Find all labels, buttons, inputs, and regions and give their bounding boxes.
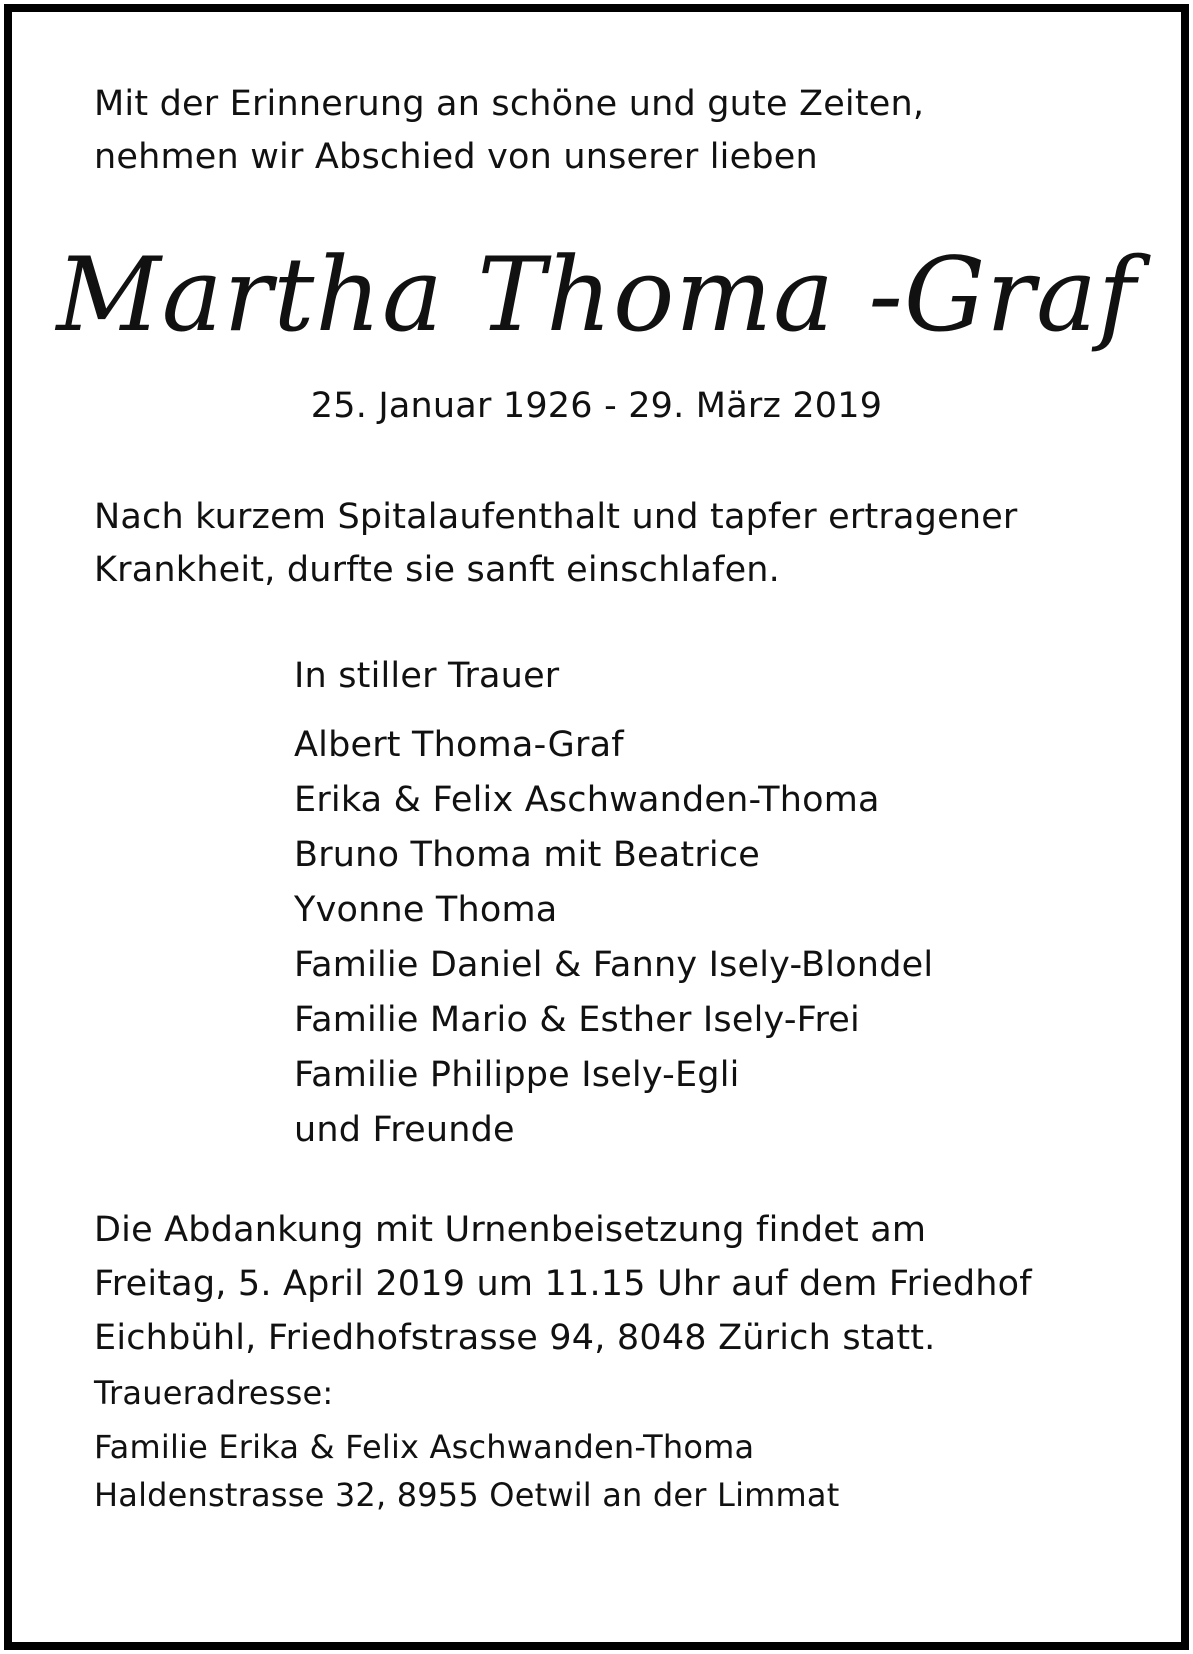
passing-line: Krankheit, durfte sie sanft einschlafen. [94,550,781,590]
intro-line: nehmen wir Abschied von unserer lieben [94,137,818,177]
service-line: Freitag, 5. April 2019 um 11.15 Uhr auf dem Friedhof [94,1264,1032,1304]
mourner-entry: Familie Daniel & Fanny Isely-Blondel [294,945,934,985]
mourner-entry: Familie Philippe Isely-Egli [294,1055,740,1095]
address-label: Traueradresse: [94,1374,334,1412]
address-line: Haldenstrasse 32, 8955 Oetwil an der Limmat [94,1476,840,1514]
mourner-entry: und Freunde [294,1110,515,1150]
deceased-name: Martha Thoma -Graf [56,236,1137,355]
mourner-entry: Familie Mario & Esther Isely-Frei [294,1000,860,1040]
address-line: Familie Erika & Felix Aschwanden-Thoma [94,1428,755,1466]
intro-line: Mit der Erinnerung an schöne und gute Zeiten, [94,84,925,124]
life-dates: 25. Januar 1926 - 29. März 2019 [310,386,883,426]
service-line: Die Abdankung mit Urnenbeisetzung findet am [94,1210,927,1250]
obituary-frame [4,4,1189,1650]
mourner-entry: Albert Thoma-Graf [294,725,624,765]
passing-line: Nach kurzem Spitalaufenthalt und tapfer ertragener [94,497,1018,537]
service-line: Eichbühl, Friedhofstrasse 94, 8048 Zürich statt. [94,1318,936,1358]
mourner-entry: Bruno Thoma mit Beatrice [294,835,761,875]
mourning-heading: In stiller Trauer [294,656,560,696]
mourner-entry: Yvonne Thoma [294,890,558,930]
mourner-entry: Erika & Felix Aschwanden-Thoma [294,780,880,820]
